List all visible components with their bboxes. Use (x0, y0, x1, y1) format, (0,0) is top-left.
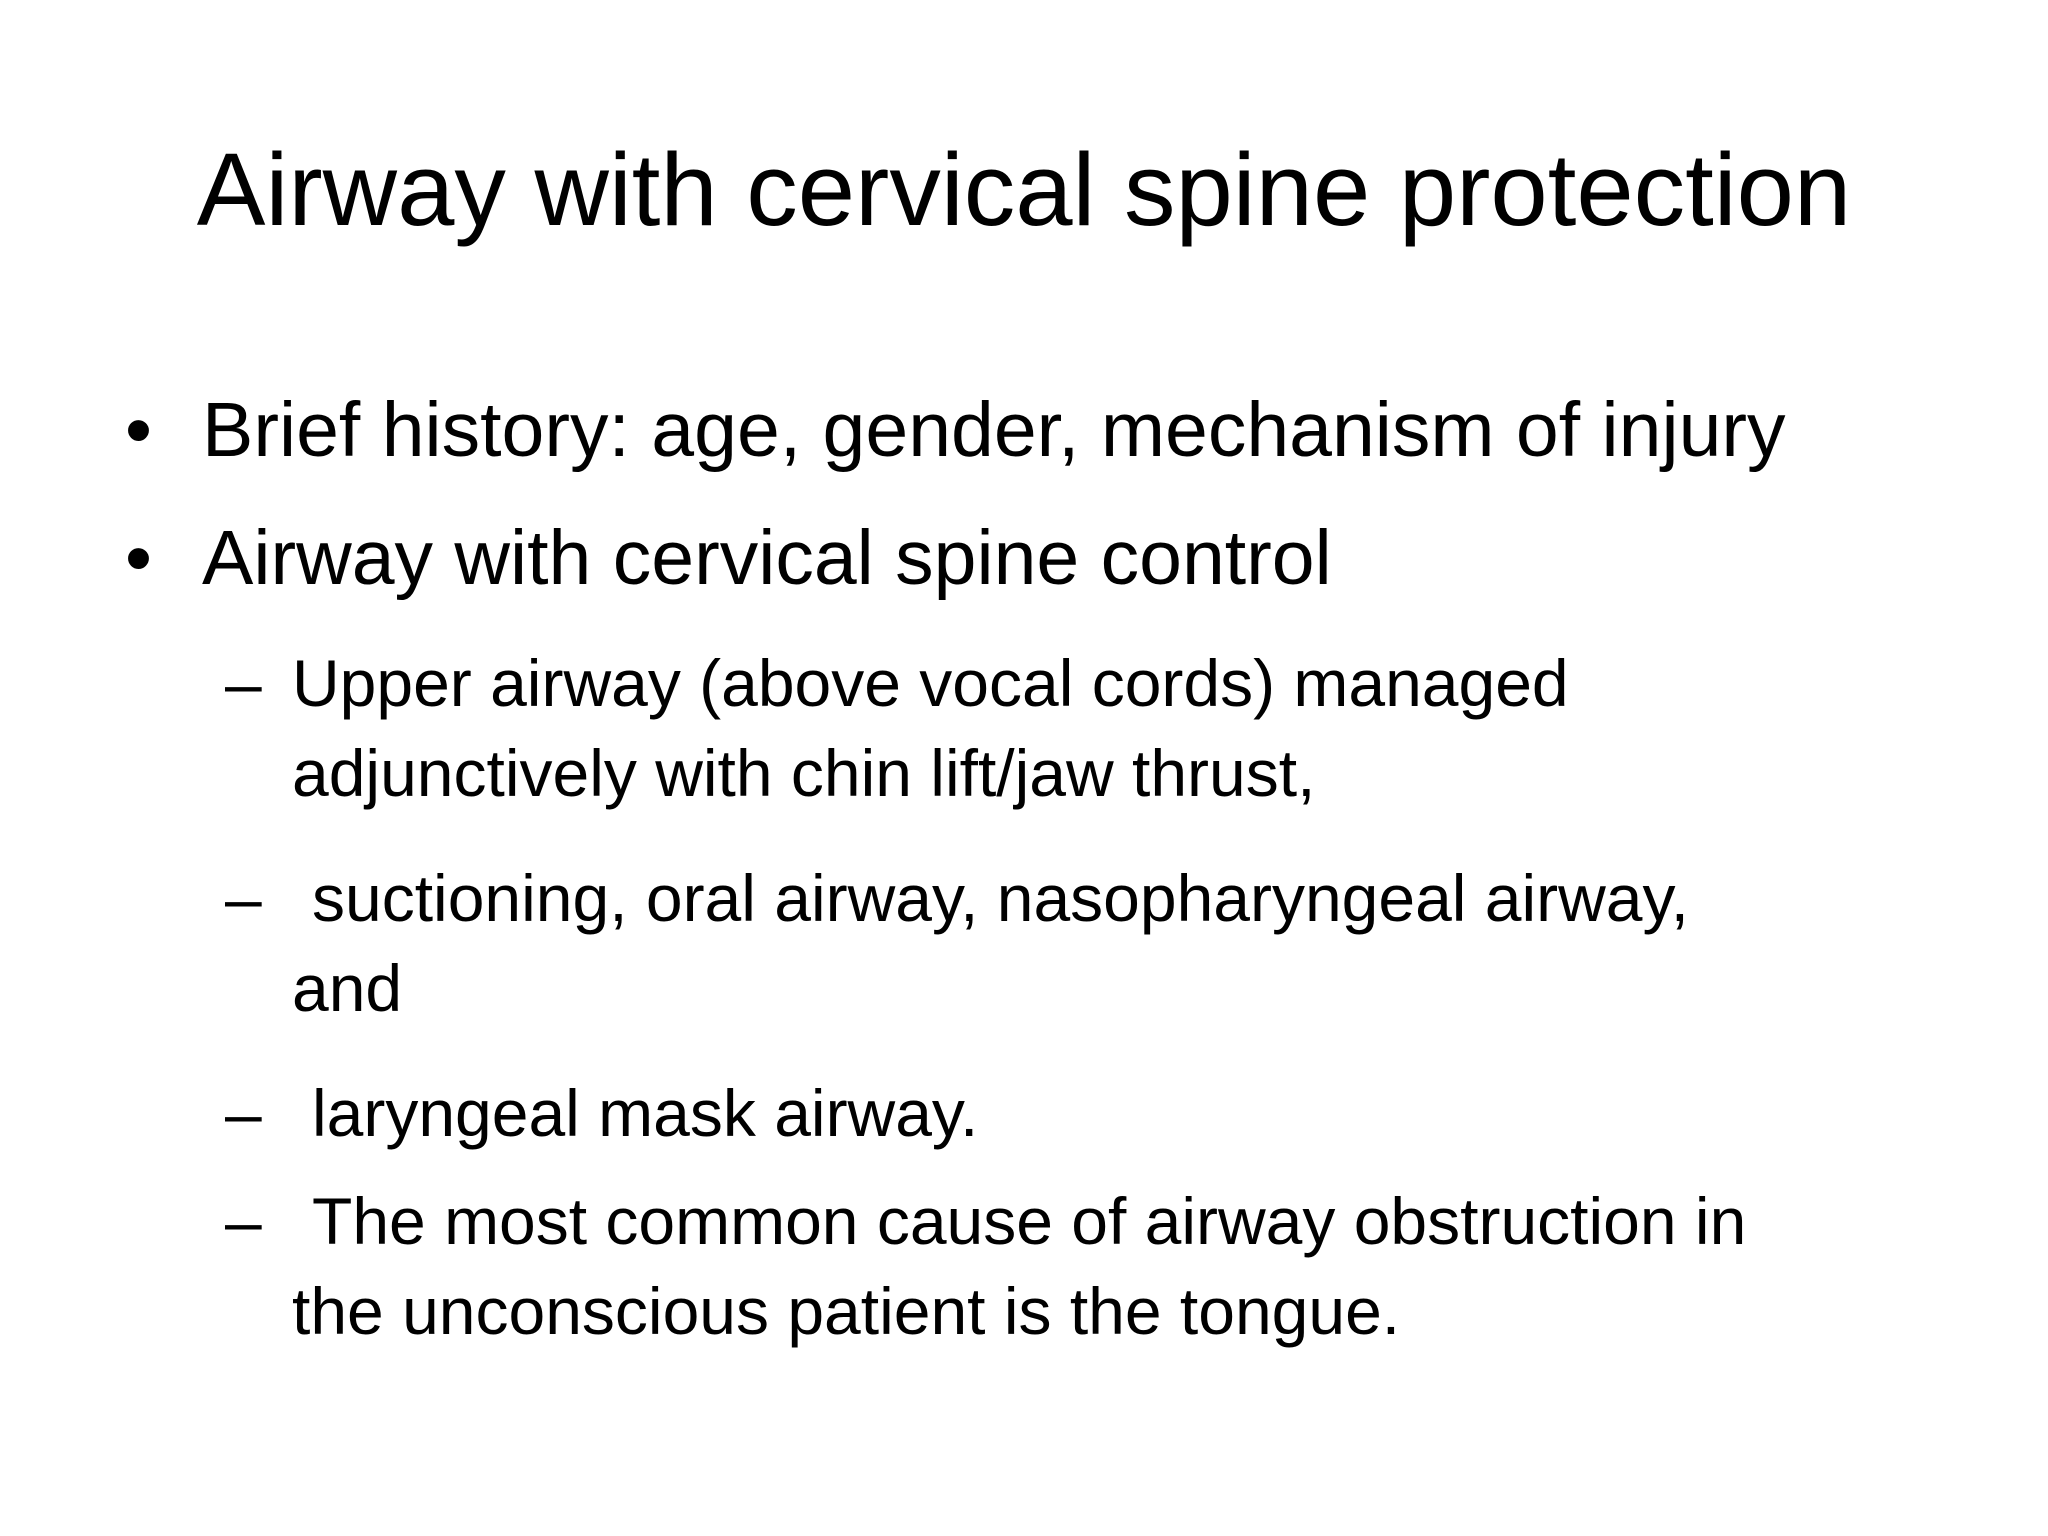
slide-title: Airway with cervical spine protection (196, 132, 1852, 247)
sub-bullet-marker: – (225, 861, 262, 935)
sub-bullet-line: and (292, 951, 403, 1025)
sub-bullet-item (225, 1176, 1932, 1356)
sub-bullet-line: the unconscious patient is the tongue. (292, 1274, 1401, 1348)
sub-bullet-marker: – (225, 1076, 262, 1150)
sub-bullet-item (225, 1068, 1932, 1158)
sub-bullet-item (225, 638, 1932, 818)
bullet-item (125, 510, 1332, 606)
sub-bullet-line: laryngeal mask airway. (312, 1076, 979, 1150)
sub-bullet-line: The most common cause of airway obstruction in (312, 1184, 1747, 1258)
sub-bullet-marker: – (225, 646, 262, 720)
sub-bullet-line: Upper airway (above vocal cords) managed (292, 646, 1569, 720)
bullet-text: Airway with cervical spine control (202, 515, 1332, 601)
sub-bullet-line: suctioning, oral airway, nasopharyngeal airway, (312, 861, 1689, 935)
bullet-item (125, 382, 1786, 478)
sub-bullet-line: adjunctively with chin lift/jaw thrust, (292, 736, 1316, 810)
bullet-marker: • (125, 515, 152, 601)
bullet-text: Brief history: age, gender, mechanism of injury (202, 387, 1786, 473)
sub-bullet-item (225, 853, 1932, 1033)
sub-bullet-marker: – (225, 1184, 262, 1258)
bullet-marker: • (125, 387, 152, 473)
